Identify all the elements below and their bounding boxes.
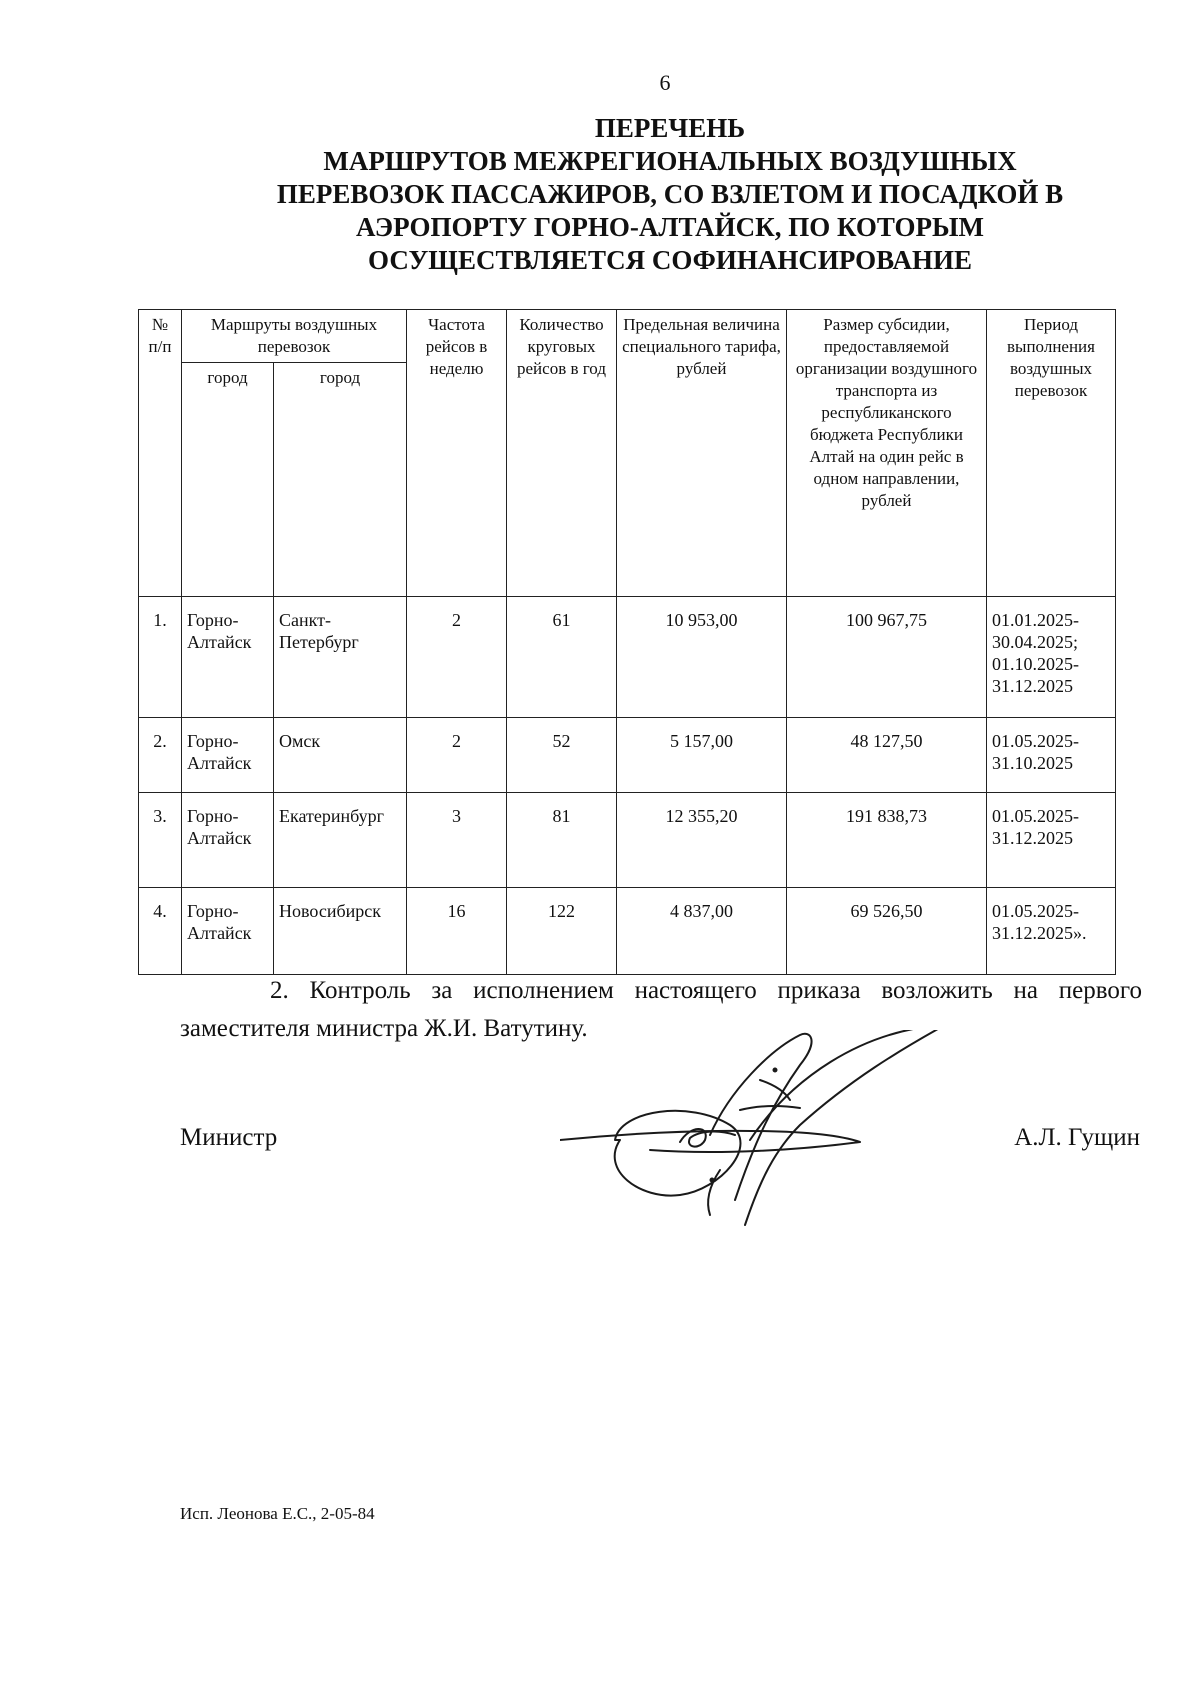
cell-period: 01.05.2025-31.12.2025: [987, 793, 1116, 888]
cell-tariff: 10 953,00: [617, 597, 787, 718]
header-city-to: город: [274, 363, 407, 597]
cell-tariff: 12 355,20: [617, 793, 787, 888]
table-row: [139, 888, 1116, 975]
control-paragraph: 2. Контроль за исполнением настоящего приказа возложить на первого заместителя министра Ж.И. Ватутину.: [180, 977, 1142, 1042]
cell-city-from: Горно-Алтайск: [182, 888, 274, 975]
cell-round-trips: 81: [507, 793, 617, 888]
cell-city-to: Екатеринбург: [274, 793, 407, 888]
cell-period: 01.01.2025-30.04.2025; 01.10.2025-31.12.2025: [987, 597, 1116, 718]
cell-frequency: 2: [407, 597, 507, 718]
cell-city-from: Горно-Алтайск: [182, 793, 274, 888]
cell-round-trips: 122: [507, 888, 617, 975]
cell-subsidy: 191 838,73: [787, 793, 987, 888]
cell-round-trips: 61: [507, 597, 617, 718]
header-routes: Маршруты воздушных перевозок: [182, 310, 407, 363]
cell-round-trips: 52: [507, 718, 617, 793]
title-line: ОСУЩЕСТВЛЯЕТСЯ СОФИНАНСИРОВАНИЕ: [368, 245, 972, 275]
cell-period: 01.05.2025-31.10.2025: [987, 718, 1116, 793]
cell-subsidy: 48 127,50: [787, 718, 987, 793]
title-line: ПЕРЕЧЕНЬ: [594, 113, 746, 143]
cell-period: 01.05.2025-31.12.2025».: [987, 888, 1116, 975]
cell-subsidy: 100 967,75: [787, 597, 987, 718]
cell-subsidy: 69 526,50: [787, 888, 987, 975]
table-row: [139, 793, 1116, 888]
document-title: [240, 112, 1100, 277]
cell-num: 3.: [139, 793, 182, 888]
signatory-position: Министр: [180, 1124, 278, 1151]
header-round-trips: Количество круговых рейсов в год: [507, 310, 617, 597]
cell-city-to: Санкт-Петербург: [274, 597, 407, 718]
page-number: 6: [659, 70, 671, 95]
header-subsidy: Размер субсидии, предоставляемой организации воздушного транспорта из республиканского бюджета Республики Алтай на один рейс в одном направлении, рублей: [787, 310, 987, 597]
cell-city-from: Горно-Алтайск: [182, 597, 274, 718]
title-line: ПЕРЕВОЗОК ПАССАЖИРОВ, СО ВЗЛЕТОМ И ПОСАДКОЙ В: [276, 179, 1064, 209]
executor-contact: Исп. Леонова Е.С., 2-05-84: [180, 1504, 375, 1523]
cell-tariff: 5 157,00: [617, 718, 787, 793]
cell-frequency: 3: [407, 793, 507, 888]
cell-frequency: 2: [407, 718, 507, 793]
header-period: Период выполнения воздушных перевозок: [987, 310, 1116, 597]
cell-num: 4.: [139, 888, 182, 975]
header-city-from: город: [182, 363, 274, 597]
cell-num: 2.: [139, 718, 182, 793]
table-row: [139, 597, 1116, 718]
cell-city-to: Новосибирск: [274, 888, 407, 975]
cell-city-from: Горно-Алтайск: [182, 718, 274, 793]
header-tariff: Предельная величина специального тарифа, рублей: [617, 310, 787, 597]
table-row: [139, 718, 1116, 793]
cell-num: 1.: [139, 597, 182, 718]
routes-table: [138, 309, 1116, 975]
cell-tariff: 4 837,00: [617, 888, 787, 975]
handwritten-signature: [560, 1030, 980, 1240]
signatory-name: А.Л. Гущин: [1014, 1124, 1140, 1151]
cell-city-to: Омск: [274, 718, 407, 793]
title-line: МАРШРУТОВ МЕЖРЕГИОНАЛЬНЫХ ВОЗДУШНЫХ: [323, 146, 1017, 176]
header-frequency: Частота рейсов в неделю: [407, 310, 507, 597]
header-num: № п/п: [139, 310, 182, 597]
title-line: АЭРОПОРТУ ГОРНО-АЛТАЙСК, ПО КОТОРЫМ: [355, 212, 985, 242]
cell-frequency: 16: [407, 888, 507, 975]
